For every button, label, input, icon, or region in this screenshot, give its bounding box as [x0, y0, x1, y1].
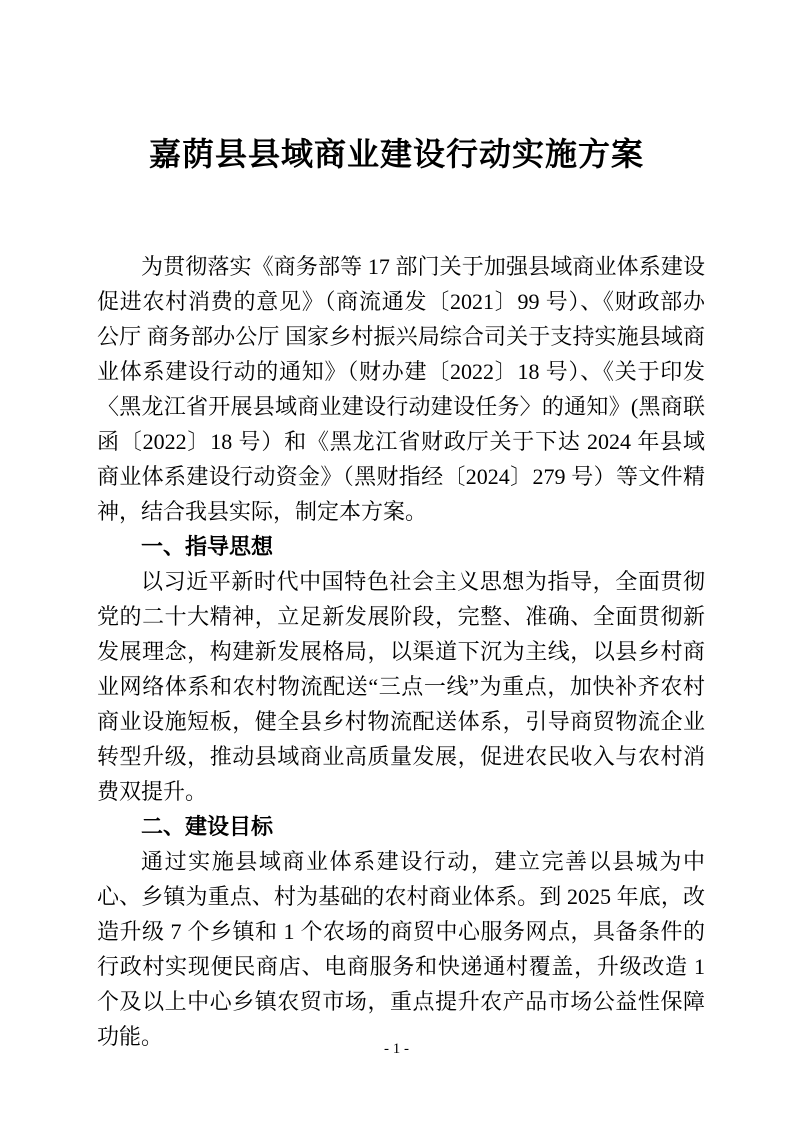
- section-heading-guiding-ideology: 一、指导思想: [141, 534, 274, 559]
- document-body: [97, 249, 705, 1054]
- intro-paragraph: 为贯彻落实《商务部等 17 部门关于加强县域商业体系建设促进农村消费的意见》（商流通发〔2021〕99 号）、《财政部办公厅 商务部办公厅 国家乡村振兴局综合司关于支持实施县域商业体系建设行动的通知》（财办建〔2022〕18 号）、《关于印发〈黑龙江省开展县域商业建设行动建设任务〉的通知》(黑商联函〔2022〕18 号）和《黑龙江省财政厅关于下达 2024 年县域商业体系建设行动资金》（黑财指经〔2024〕279 号）等文件精神，结合我县实际，制定本方案。: [97, 254, 705, 524]
- document-title: 嘉荫县县域商业建设行动实施方案: [148, 136, 644, 172]
- construction-goals-paragraph: 通过实施县域商业体系建设行动，建立完善以县城为中心、乡镇为重点、村为基础的农村商业体系。到 2025 年底，改造升级 7 个乡镇和 1 个农场的商贸中心服务网点，具备条件的行政村实现便民商店、电商服务和快递通村覆盖，升级改造 1 个及以上中心乡镇农贸市场，重点提升农产品市场公益性保障功能。: [97, 849, 705, 1049]
- page-number: - 1 -: [384, 1041, 409, 1057]
- guiding-ideology-paragraph: 以习近平新时代中国特色社会主义思想为指导，全面贯彻党的二十大精神，立足新发展阶段，完整、准确、全面贯彻新发展理念，构建新发展格局，以渠道下沉为主线，以县乡村商业网络体系和农村物流配送“三点一线”为重点，加快补齐农村商业设施短板，健全县乡村物流配送体系，引导商贸物流企业转型升级，推动县域商业高质量发展，促进农民收入与农村消费双提升。: [97, 569, 705, 804]
- section-heading-construction-goals: 二、建设目标: [141, 814, 274, 839]
